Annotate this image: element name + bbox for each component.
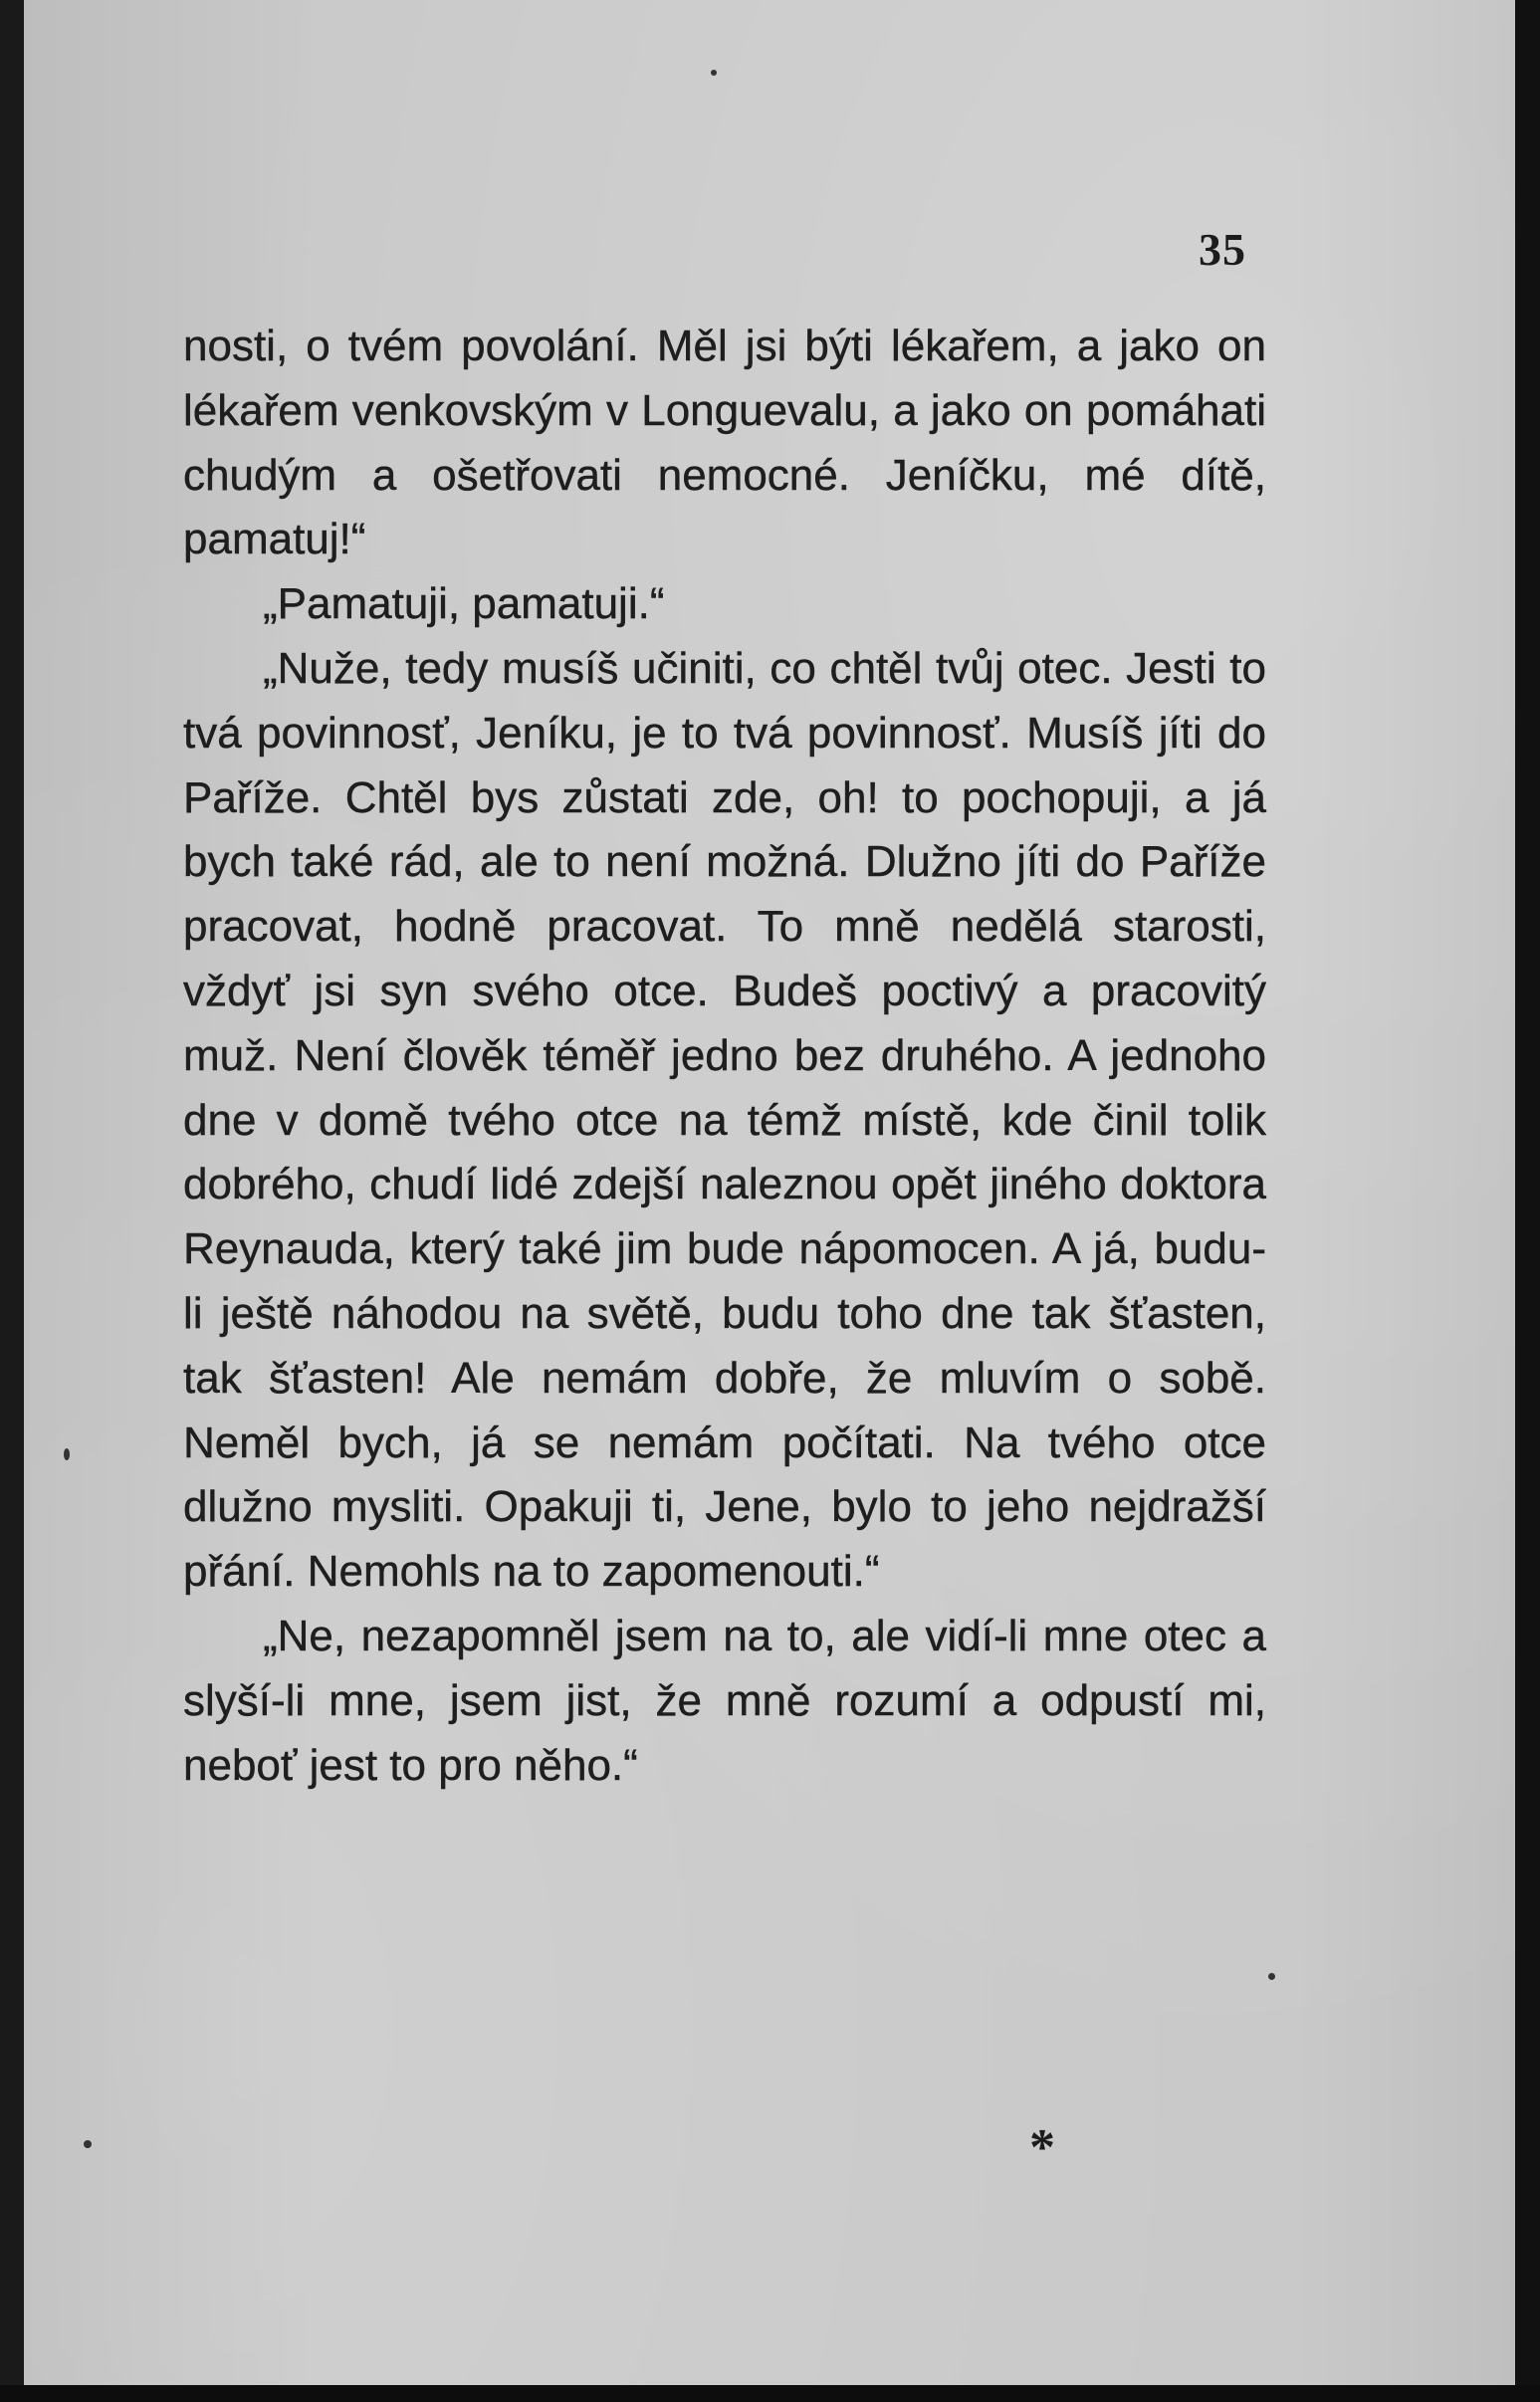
print-speck bbox=[1268, 1973, 1275, 1980]
paragraph-3: „Nuže, tedy musíš učiniti, co chtěl tvůj otec. Jesti to tvá povinnosť, Jeníku, je to tvá povinnosť. Musíš jíti do Paříže. Chtěl bys zůstati zde, oh! to pochopuji, a já bych také rád, ale to není možná. Dlužno jíti do Paříže pracovat, hodně pracovat. To mně nedělá starosti, vždyť jsi syn svého otce. Budeš poctivý a pracovitý muž. Není člověk téměř jedno bez druhého. A jednoho dne v domě tvého otce na témž místě, kde činil tolik dobrého, chudí lidé zdejší naleznou opět jiného doktora Reynauda, který také jim bude nápomocen. A já, budu-li ještě náhodou na světě, budu toho dne tak šťasten, tak šťasten! Ale nemám dobře, že mluvím o sobě. Neměl bych, já se nemám počítati. Na tvého otce dlužno mysliti. Opakuji ti, Jene, bylo to jeho nejdražší přání. Nemohls na to zapomenouti.“ bbox=[183, 643, 1266, 1597]
page-bottom-edge bbox=[0, 2385, 1540, 2402]
paragraph-4: „Ne, nezapomněl jsem na to, ale vidí-li mne otec a slyší-li mne, jsem jist, že mně rozumí a odpustí mi, neboť jest to pro něho.“ bbox=[183, 1611, 1266, 1790]
print-speck bbox=[64, 1448, 70, 1460]
body-text bbox=[183, 315, 1266, 1798]
section-break-asterisk: * bbox=[1029, 2119, 1055, 2176]
print-speck bbox=[711, 70, 717, 76]
book-page bbox=[24, 0, 1515, 2385]
page-number: 35 bbox=[1199, 224, 1246, 275]
paragraph-1: nosti, o tvém povolání. Měl jsi býti lékařem, a jako on lékařem venkovským v Longuevalu, a jako on pomáhati chudým a ošetřovati nemocné. Jeníčku, mé dítě, pamatuj!“ bbox=[183, 322, 1266, 564]
print-speck bbox=[84, 2140, 92, 2148]
page-left-edge bbox=[0, 0, 24, 2402]
paragraph-2: „Pamatuji, pamatuji.“ bbox=[263, 579, 665, 629]
